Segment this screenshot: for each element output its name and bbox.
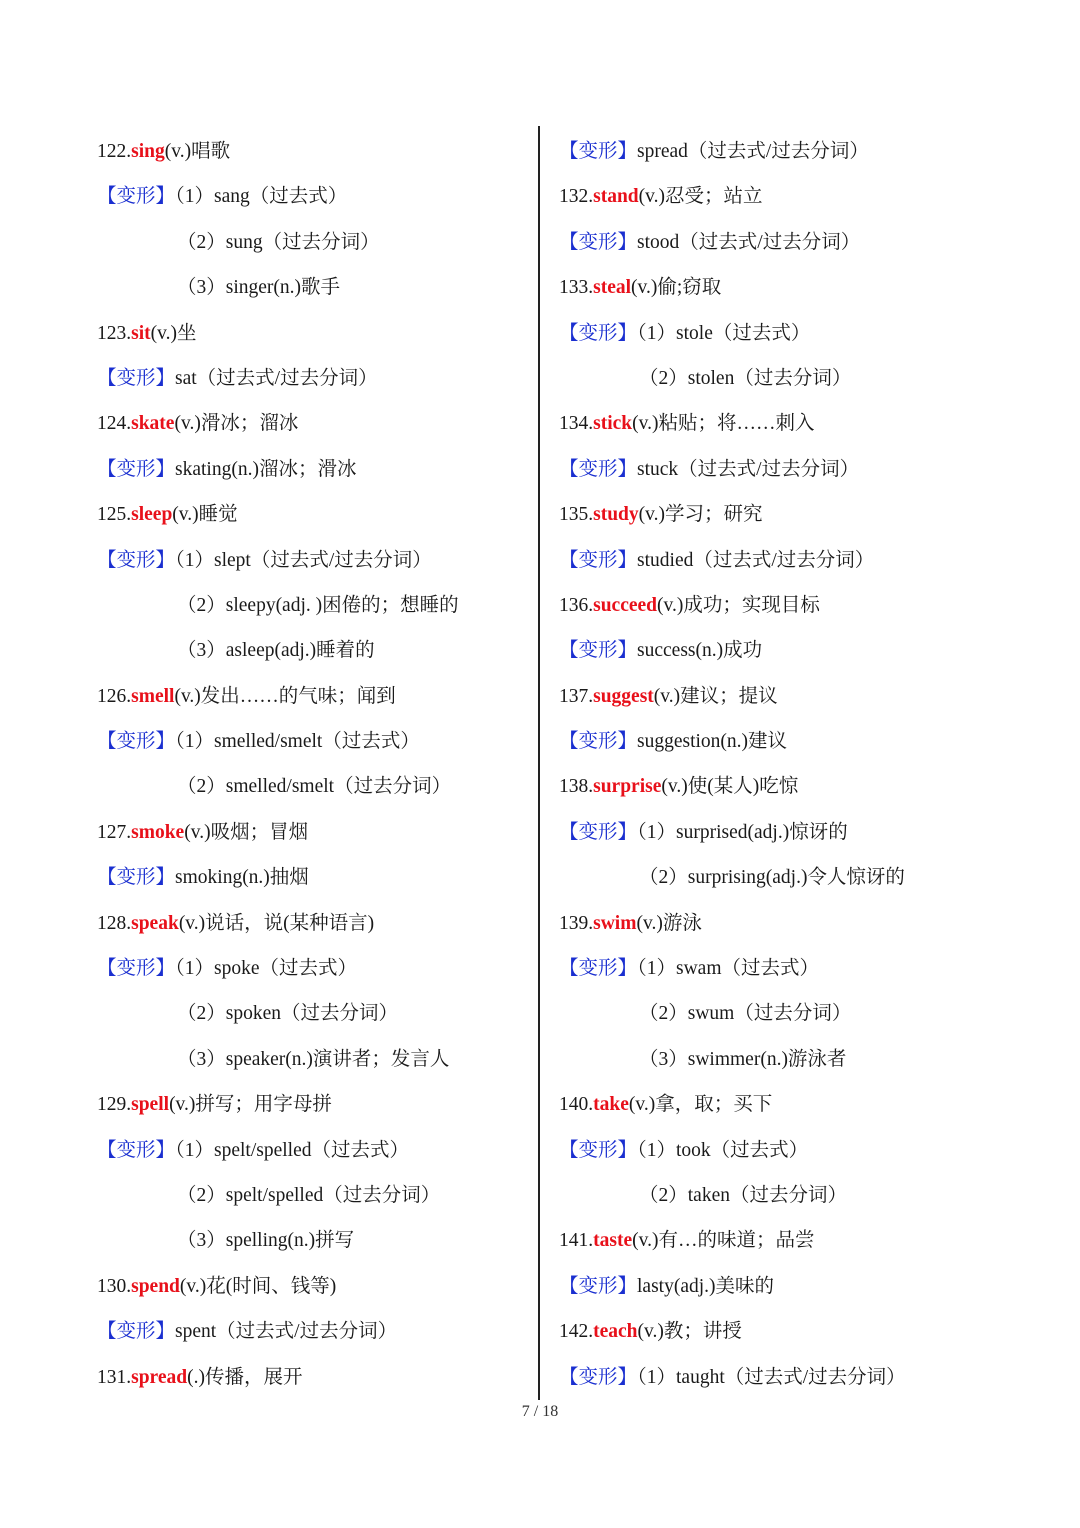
headword: spread [131,1366,188,1388]
variant-subline [97,1037,522,1082]
variant-tag: 【变形】 [559,1366,638,1388]
variant-text: （1）taught（过去式/过去分词） [637,1366,906,1388]
variant-subline [559,356,1039,401]
definition: (v.)游泳 [636,912,702,934]
variant-text: （1）spelt/spelled（过去式） [175,1139,409,1161]
variant-tag: 【变形】 [559,231,638,253]
variant-line [559,719,1039,764]
variant-text: （1）stole（过去式） [637,322,811,344]
vocab-entry [559,1309,1039,1354]
variant-text: （3）asleep(adj.)睡着的 [177,640,375,662]
definition: (v.)教；讲授 [637,1321,742,1343]
variant-text: stuck（过去式/过去分词） [637,458,860,480]
left-column [97,129,522,1400]
variant-subline [97,1173,522,1218]
variant-tag: 【变形】 [97,458,176,480]
variant-subline [97,628,522,673]
variant-text: stood（过去式/过去分词） [637,231,861,253]
entry-number: 138. [559,776,594,798]
variant-text: sat（过去式/过去分词） [175,367,378,389]
entry-number: 137. [559,685,594,707]
headword: swim [593,912,637,934]
variant-tag: 【变形】 [559,549,638,571]
entry-number: 124. [97,413,132,435]
definition: (v.)学习；研究 [638,504,763,526]
vocab-entry [97,129,522,174]
vocab-entry [97,311,522,356]
variant-text: （3）singer(n.)歌手 [177,277,341,299]
variant-text: spent（过去式/过去分词） [175,1321,398,1343]
definition: (v.)唱歌 [164,141,231,162]
variant-tag: 【变形】 [97,1139,176,1161]
variant-subline [97,1218,522,1263]
variant-text: studied（过去式/过去分词） [637,549,875,571]
vocab-entry [97,810,522,855]
entry-number: 139. [559,912,594,934]
definition: (v.)说话，说(某种语言) [178,912,375,934]
variant-line [97,1128,522,1173]
entry-number: 129. [97,1094,132,1116]
variant-subline [97,991,522,1036]
variant-text: （2）sleepy(adj. )困倦的；想睡的 [177,594,459,616]
definition: (v.)成功；实现目标 [657,594,820,616]
entry-number: 132. [559,186,594,208]
variant-text: （2）taken（过去分词） [639,1184,847,1206]
headword: suggest [593,685,654,707]
variant-tag: 【变形】 [97,731,176,753]
variant-tag: 【变形】 [559,821,638,843]
headword: sing [131,141,165,162]
headword: steal [593,277,632,299]
variant-tag: 【变形】 [97,958,176,980]
vocab-entry [97,901,522,946]
variant-line [97,855,522,900]
definition: (v.)建议；提议 [653,685,778,707]
headword: taste [593,1230,633,1252]
definition: (v.)睡觉 [172,504,238,526]
variant-line [97,356,522,401]
variant-line [97,447,522,492]
entry-number: 140. [559,1094,594,1116]
variant-subline [559,1037,1039,1082]
entry-number: 127. [97,821,132,843]
vocab-entry [559,1218,1039,1263]
definition: (v.)坐 [150,322,197,344]
vocab-entry [97,674,522,719]
variant-text: （2）sung（过去分词） [177,231,380,253]
variant-text: （1）slept（过去式/过去分词） [175,549,432,571]
variant-line [559,220,1039,265]
entry-number: 133. [559,277,594,299]
variant-text: （1）surprised(adj.)惊讶的 [637,821,848,843]
definition: (v.)滑冰；溜冰 [174,413,299,435]
entry-number: 135. [559,504,594,526]
variant-tag: 【变形】 [559,322,638,344]
vocab-entry [559,674,1039,719]
vocab-entry [559,583,1039,628]
variant-line [559,311,1039,356]
entry-number: 123. [97,322,132,344]
entry-number: 126. [97,685,132,707]
headword: smell [131,685,175,707]
variant-text: （2）smelled/smelt（过去分词） [177,776,452,798]
definition: (v.)有…的味道；品尝 [632,1230,815,1252]
headword: surprise [593,776,662,798]
entry-number: 130. [97,1275,132,1297]
entry-number: 136. [559,594,594,616]
headword: smoke [131,821,185,843]
vocab-entry [97,401,522,446]
vocab-entry [97,492,522,537]
variant-line [559,447,1039,492]
variant-tag: 【变形】 [97,367,176,389]
vocab-entry [559,764,1039,809]
entry-number: 125. [97,504,132,526]
variant-tag: 【变形】 [559,458,638,480]
variant-text: （1）spoke（过去式） [175,958,358,980]
entry-number: 141. [559,1230,594,1252]
definition: (v.)使(某人)吃惊 [661,776,799,798]
variant-text: （1）took（过去式） [637,1139,809,1161]
variant-text: （1）sang（过去式） [175,186,348,208]
entry-number: 128. [97,912,132,934]
variant-line [97,174,522,219]
right-column [559,129,1039,1400]
variant-subline [97,764,522,809]
variant-subline [97,220,522,265]
definition: (v.)吸烟；冒烟 [184,821,309,843]
headword: sit [131,322,151,344]
variant-tag: 【变形】 [559,731,638,753]
variant-subline [559,1173,1039,1218]
variant-line [559,628,1039,673]
variant-subline [97,265,522,310]
headword: succeed [593,594,658,616]
variant-subline [559,855,1039,900]
column-divider [538,126,540,1400]
variant-line [559,538,1039,583]
definition: (v.)花(时间、钱等) [179,1275,337,1297]
definition: (v.)粘贴；将……刺入 [632,413,815,435]
variant-tag: 【变形】 [559,640,638,662]
headword: sleep [131,504,173,526]
entry-number: 134. [559,413,594,435]
definition: (v.)发出……的气味；闻到 [174,685,396,707]
variant-text: success(n.)成功 [637,640,763,662]
vocab-entry [559,265,1039,310]
variant-line [559,946,1039,991]
variant-tag: 【变形】 [97,186,176,208]
headword: stick [593,413,633,435]
variant-text: spread（过去式/过去分词） [637,141,869,162]
headword: spend [131,1275,180,1297]
headword: skate [131,413,175,435]
definition: (v.)忍受；站立 [638,186,763,208]
headword: study [593,504,639,526]
vocab-entry [97,1082,522,1127]
variant-text: （1）smelled/smelt（过去式） [175,731,420,753]
variant-tag: 【变形】 [559,1139,638,1161]
variant-line [97,946,522,991]
variant-text: lasty(adj.)美味的 [637,1275,775,1297]
variant-tag: 【变形】 [97,1321,176,1343]
variant-line [559,129,1039,174]
variant-line [559,1355,1039,1400]
headword: teach [593,1321,638,1343]
entry-number: 131. [97,1366,132,1388]
variant-text: （3）swimmer(n.)游泳者 [639,1048,847,1070]
headword: spell [131,1094,170,1116]
entry-number: 142. [559,1321,594,1343]
variant-tag: 【变形】 [559,141,638,162]
variant-line [97,538,522,583]
vocab-entry [559,401,1039,446]
variant-line [97,1309,522,1354]
definition: (v.)拼写；用字母拼 [169,1094,332,1116]
variant-text: skating(n.)溜冰；滑冰 [175,458,357,480]
definition: (.)传播，展开 [187,1366,303,1388]
vocab-entry [559,1082,1039,1127]
variant-tag: 【变形】 [97,867,176,889]
variant-text: （3）spelling(n.)拼写 [177,1230,355,1252]
variant-line [559,1128,1039,1173]
variant-text: （2）surprising(adj.)令人惊讶的 [639,867,905,889]
entry-number: 122. [97,141,132,162]
variant-line [559,810,1039,855]
variant-tag: 【变形】 [559,958,638,980]
page-number: 7 / 18 [521,1403,559,1420]
variant-text: （2）spelt/spelled（过去分词） [177,1184,441,1206]
definition: (v.)偷;窃取 [631,277,722,299]
variant-text: suggestion(n.)建议 [637,731,788,753]
vocab-entry [559,901,1039,946]
variant-subline [559,991,1039,1036]
vocab-entry [559,492,1039,537]
vocab-entry [559,174,1039,219]
variant-line [559,1264,1039,1309]
variant-text: （3）speaker(n.)演讲者；发言人 [177,1048,450,1070]
variant-text: （2）stolen（过去分词） [639,367,852,389]
variant-line [97,719,522,764]
vocab-entry [97,1355,522,1400]
headword: take [593,1094,629,1116]
definition: (v.)拿，取；买下 [628,1094,773,1116]
variant-text: （1）swam（过去式） [637,958,820,980]
vocab-entry [97,1264,522,1309]
variant-tag: 【变形】 [97,549,176,571]
variant-subline [97,583,522,628]
variant-tag: 【变形】 [559,1275,638,1297]
variant-text: （2）spoken（过去分词） [177,1003,398,1025]
headword: stand [593,186,639,208]
variant-text: （2）swum（过去分词） [639,1003,852,1025]
variant-text: smoking(n.)抽烟 [175,867,309,889]
headword: speak [131,912,179,934]
